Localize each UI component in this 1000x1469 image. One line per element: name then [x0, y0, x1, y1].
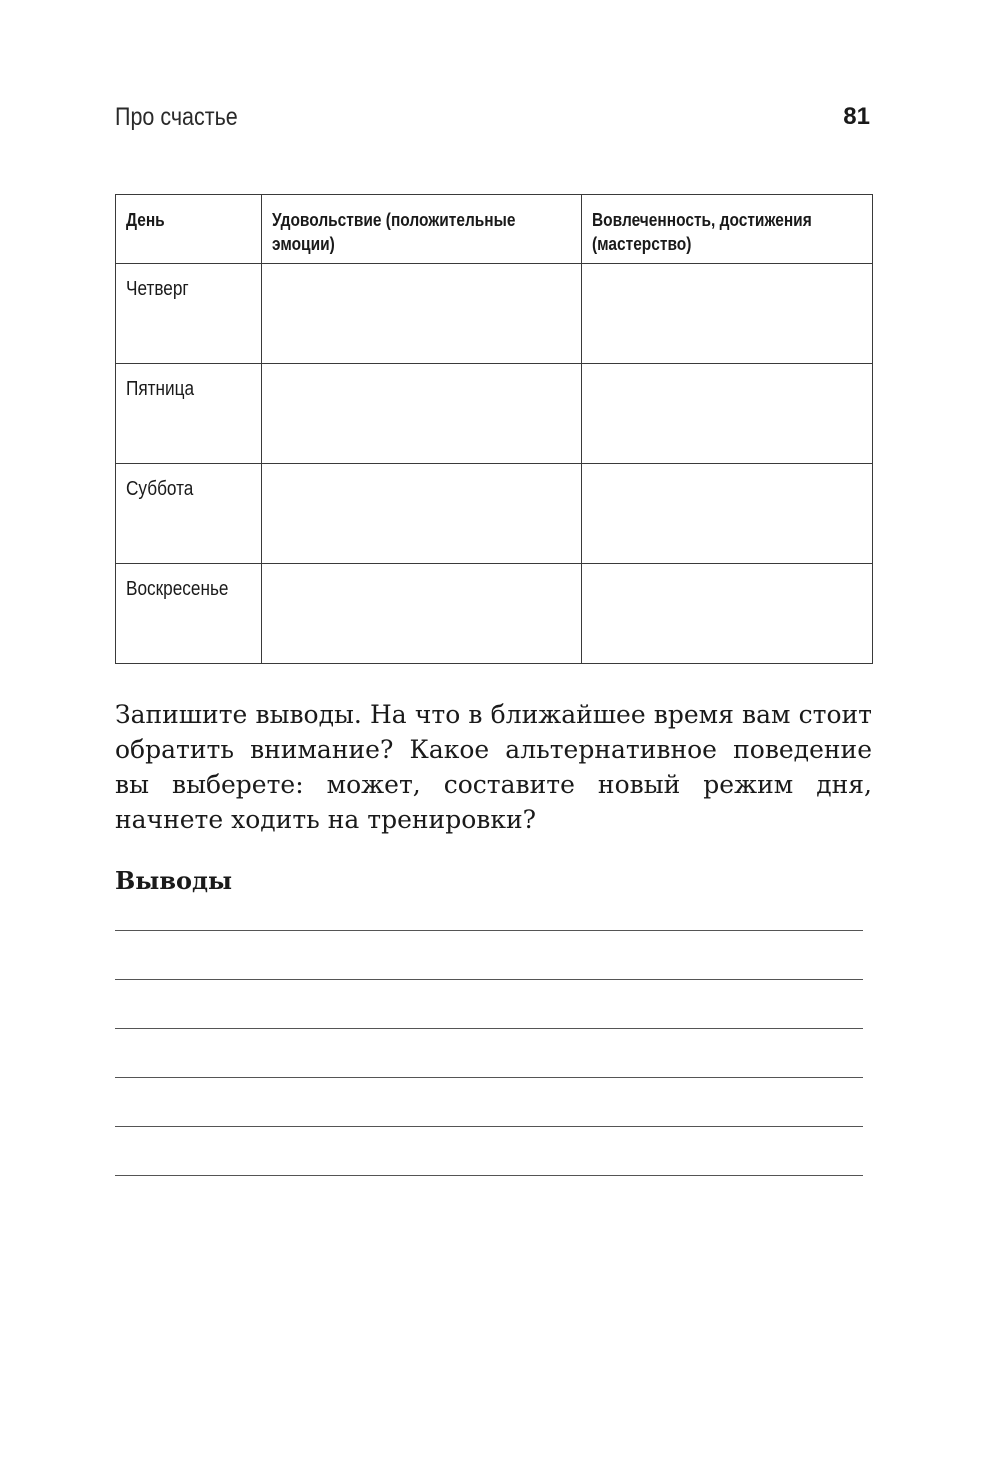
engagement-cell[interactable] [582, 264, 873, 364]
pleasure-cell[interactable] [262, 264, 582, 364]
day-cell: Четверг [116, 264, 262, 364]
instruction-paragraph: Запишите выводы. На что в ближайшее время вам стоит обратить внимание? Какое альтернативное поведение вы выберете: может, составите новый режим дня, начнете ходить на тренировки? [115, 700, 872, 834]
running-head [115, 100, 872, 140]
column-header-day: День [116, 195, 262, 264]
conclusions-heading: Выводы [115, 866, 233, 895]
table-row [116, 264, 873, 364]
pleasure-cell[interactable] [262, 564, 582, 664]
engagement-cell[interactable] [582, 464, 873, 564]
table-row [116, 564, 873, 664]
pleasure-cell[interactable] [262, 364, 582, 464]
engagement-cell[interactable] [582, 564, 873, 664]
pleasure-cell[interactable] [262, 464, 582, 564]
answer-line[interactable] [115, 1028, 863, 1029]
table-header-row [116, 195, 873, 264]
day-cell: Воскресенье [116, 564, 262, 664]
day-cell: Суббота [116, 464, 262, 564]
answer-line[interactable] [115, 1126, 863, 1127]
running-title: Про счастье [115, 103, 238, 131]
answer-line[interactable] [115, 1175, 863, 1176]
day-cell: Пятница [116, 364, 262, 464]
page-number: 81 [843, 103, 870, 130]
engagement-cell[interactable] [582, 364, 873, 464]
daily-log-table [115, 194, 873, 664]
answer-line[interactable] [115, 930, 863, 931]
answer-line[interactable] [115, 979, 863, 980]
table-row [116, 464, 873, 564]
column-header-engagement: Вовлеченность, достижения (мастерство) [582, 195, 873, 264]
column-header-pleasure: Удовольствие (положительные эмоции) [262, 195, 582, 264]
answer-line[interactable] [115, 1077, 863, 1078]
table-row [116, 364, 873, 464]
